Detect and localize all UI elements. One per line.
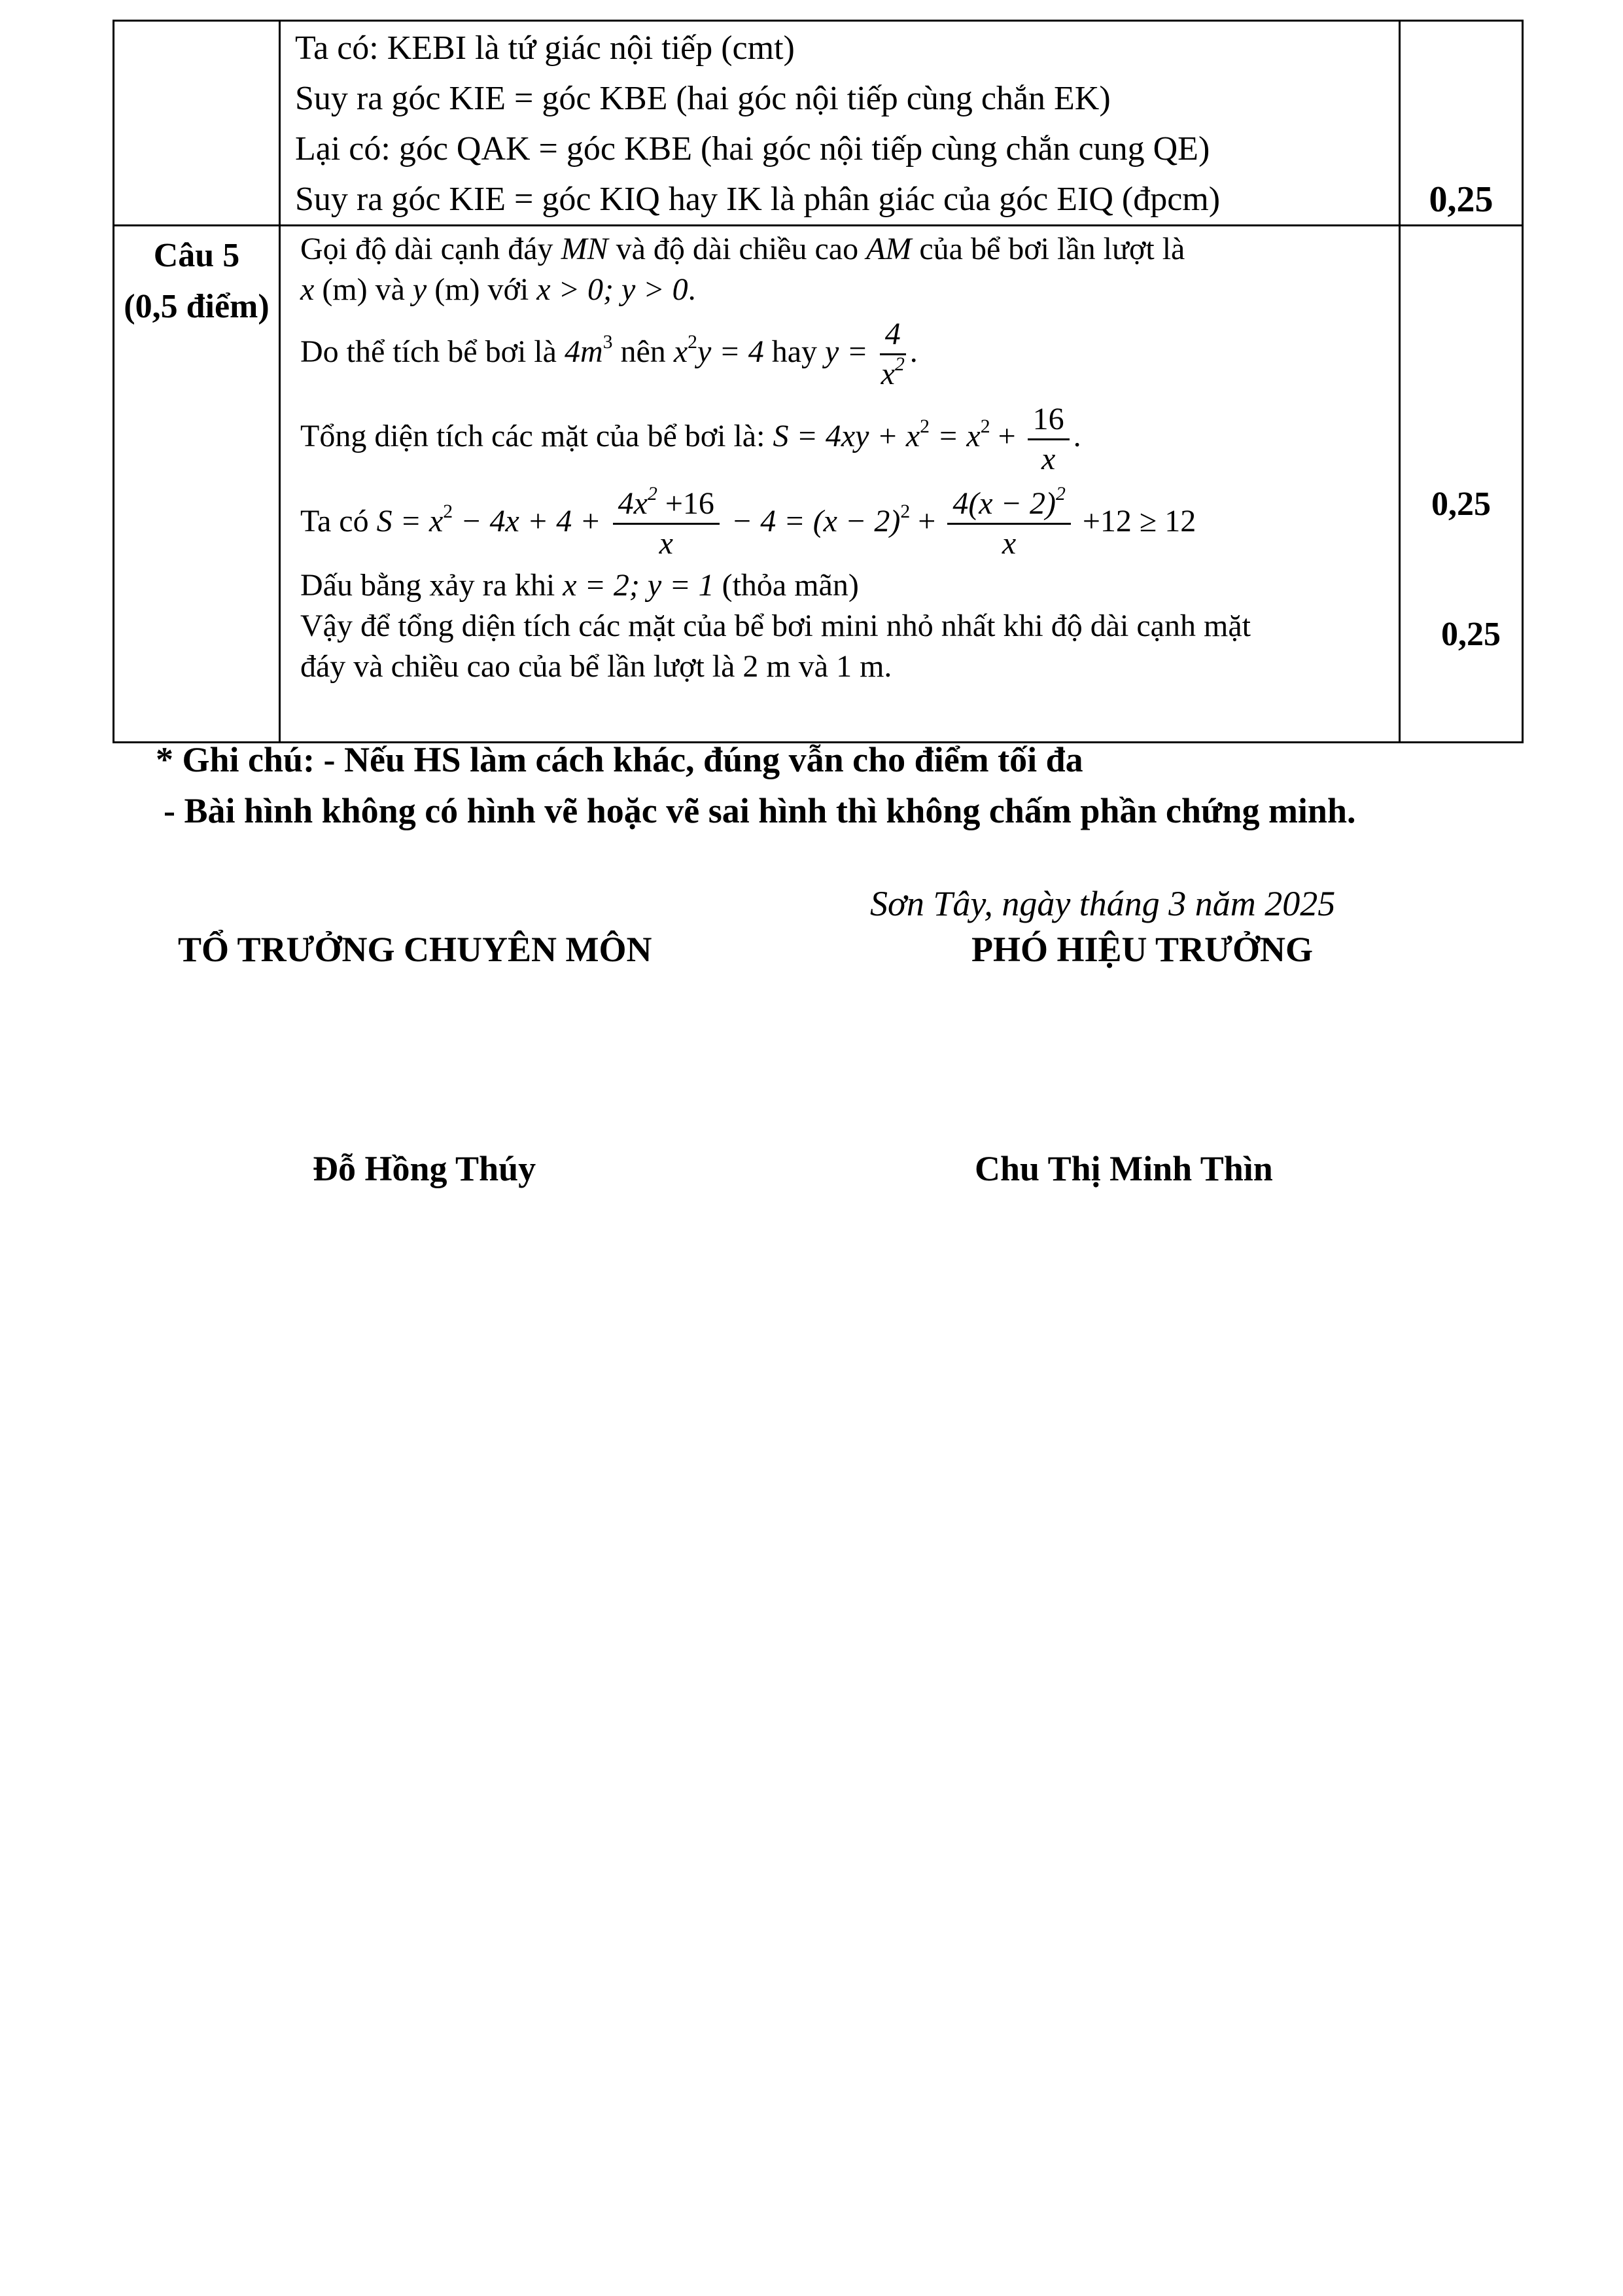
math-expression: y = [825, 334, 876, 369]
question-points: (0,5 điểm) [124, 288, 270, 325]
answer-line [281, 270, 1399, 310]
math-exponent: 2 [894, 353, 905, 376]
fraction-numerator [947, 485, 1071, 525]
text-segment: nên [612, 334, 674, 369]
question-label: Câu 5 [153, 237, 240, 274]
math-exponent: 2 [920, 415, 930, 438]
math-expression: S = 4xy + x [773, 419, 920, 454]
math-symbol: AM [866, 232, 912, 266]
math-expression: 4(x − 2) [952, 486, 1056, 521]
text-segment: . [1073, 419, 1081, 454]
math-exponent: 2 [688, 331, 697, 353]
math-exponent: 2 [900, 501, 911, 523]
math-expression: = x [930, 419, 981, 454]
math-expression: x = 2; y = 1 [563, 568, 714, 603]
math-expression: 4m [564, 334, 603, 369]
answer-line [281, 397, 1399, 478]
note-line: - Bài hình không có hình vẽ hoặc vẽ sai hình thì không chấm phần chứng minh. [164, 791, 1356, 830]
math-expression: 4x [618, 486, 648, 521]
left-signature-title: TỔ TRƯỞNG CHUYÊN MÔN [178, 930, 652, 969]
fraction-numerator: 16 [1028, 400, 1070, 440]
fraction-denominator: x [1002, 526, 1017, 561]
right-signature-title: PHÓ HIỆU TRƯỞNG [971, 930, 1314, 969]
score-value: 0,25 [1429, 179, 1493, 220]
math-expression: x [673, 334, 688, 369]
answer-line [281, 565, 1399, 606]
math-expression: − 4 = (x − 2) [723, 503, 901, 539]
math-exponent: 2 [443, 501, 453, 523]
math-fraction [947, 485, 1071, 563]
answer-line: Suy ra góc KIE = góc KBE (hai góc nội tiếp cùng chắn EK) [295, 80, 1111, 117]
right-signature-name: Chu Thị Minh Thìn [975, 1149, 1273, 1188]
math-fraction [613, 485, 720, 563]
question-cell [114, 226, 280, 743]
note-line: * Ghi chú: - Nếu HS làm cách khác, đúng vẫn cho điểm tối đa [156, 740, 1083, 779]
math-operator: + [990, 419, 1024, 454]
math-expression: x > 0; y > 0 [536, 272, 688, 307]
math-exponent: 2 [1055, 483, 1066, 505]
question-cell [114, 21, 280, 226]
answer-cell [280, 21, 1400, 226]
text-segment: của bể bơi lần lượt là [911, 232, 1185, 266]
left-signature-name: Đỗ Hồng Thúy [313, 1149, 536, 1188]
score-value: 0,25 [1431, 486, 1491, 523]
answer-line: Lại có: góc QAK = góc KBE (hai góc nội tiếp cùng chắn cung QE) [295, 130, 1210, 168]
answer-line: Suy ra góc KIE = góc KIQ hay IK là phân giác của góc EIQ (đpcm) [295, 181, 1221, 218]
text-segment: (m) và [314, 272, 413, 307]
math-expression: S = x [376, 503, 444, 539]
text-segment: Dấu bằng xảy ra khi [300, 568, 563, 603]
math-operator: + [910, 503, 944, 539]
math-expression: +16 [657, 486, 714, 521]
math-symbol: MN [561, 232, 608, 266]
text-segment: Tổng diện tích các mặt của bể bơi là: [300, 419, 773, 454]
answer-line: đáy và chiều cao của bể lần lượt là 2 m và 1 m. [300, 649, 892, 684]
date-line: Sơn Tây, ngày tháng 3 năm 2025 [870, 884, 1336, 923]
answer-line: Vậy để tổng diện tích các mặt của bể bơi mini nhỏ nhất khi độ dài cạnh mặt [300, 609, 1251, 644]
math-fraction [880, 315, 906, 393]
score-cell [1400, 226, 1523, 743]
math-expression: y = 4 [697, 334, 764, 369]
math-expression: − 4x + 4 + [453, 503, 609, 539]
score-value: 0,25 [1441, 616, 1501, 653]
answer-line: Ta có: KEBI là tứ giác nội tiếp (cmt) [295, 29, 795, 67]
math-symbol: x [881, 357, 895, 392]
text-segment: . [909, 334, 918, 369]
math-symbol: x [300, 272, 315, 307]
math-exponent: 3 [602, 331, 613, 353]
math-expression: +12 ≥ 12 [1074, 503, 1196, 539]
math-exponent: 2 [647, 483, 657, 505]
answer-line [281, 229, 1399, 270]
text-segment: Do thể tích bể bơi là [300, 334, 565, 369]
math-exponent: 2 [980, 415, 990, 438]
answer-line [281, 482, 1399, 563]
text-segment: . [688, 272, 696, 307]
math-fraction [1028, 400, 1070, 478]
table-row [114, 21, 1523, 226]
text-segment: (thỏa mãn) [714, 568, 859, 603]
fraction-denominator: x [659, 526, 673, 561]
answer-cell [280, 226, 1400, 743]
text-segment: (m) với [427, 272, 537, 307]
grading-table [113, 20, 1524, 743]
text-segment: và độ dài chiều cao [608, 232, 867, 266]
fraction-denominator [880, 355, 906, 393]
text-segment: Gọi độ dài cạnh đáy [300, 232, 561, 266]
text-segment: hay [763, 334, 826, 369]
math-symbol: y [412, 272, 427, 307]
fraction-denominator: x [1041, 441, 1056, 476]
fraction-numerator: 4 [880, 315, 906, 355]
score-cell [1400, 21, 1523, 226]
fraction-numerator [613, 485, 720, 525]
text-segment: Ta có [300, 503, 377, 539]
answer-line [281, 313, 1399, 393]
table-row [114, 226, 1523, 743]
